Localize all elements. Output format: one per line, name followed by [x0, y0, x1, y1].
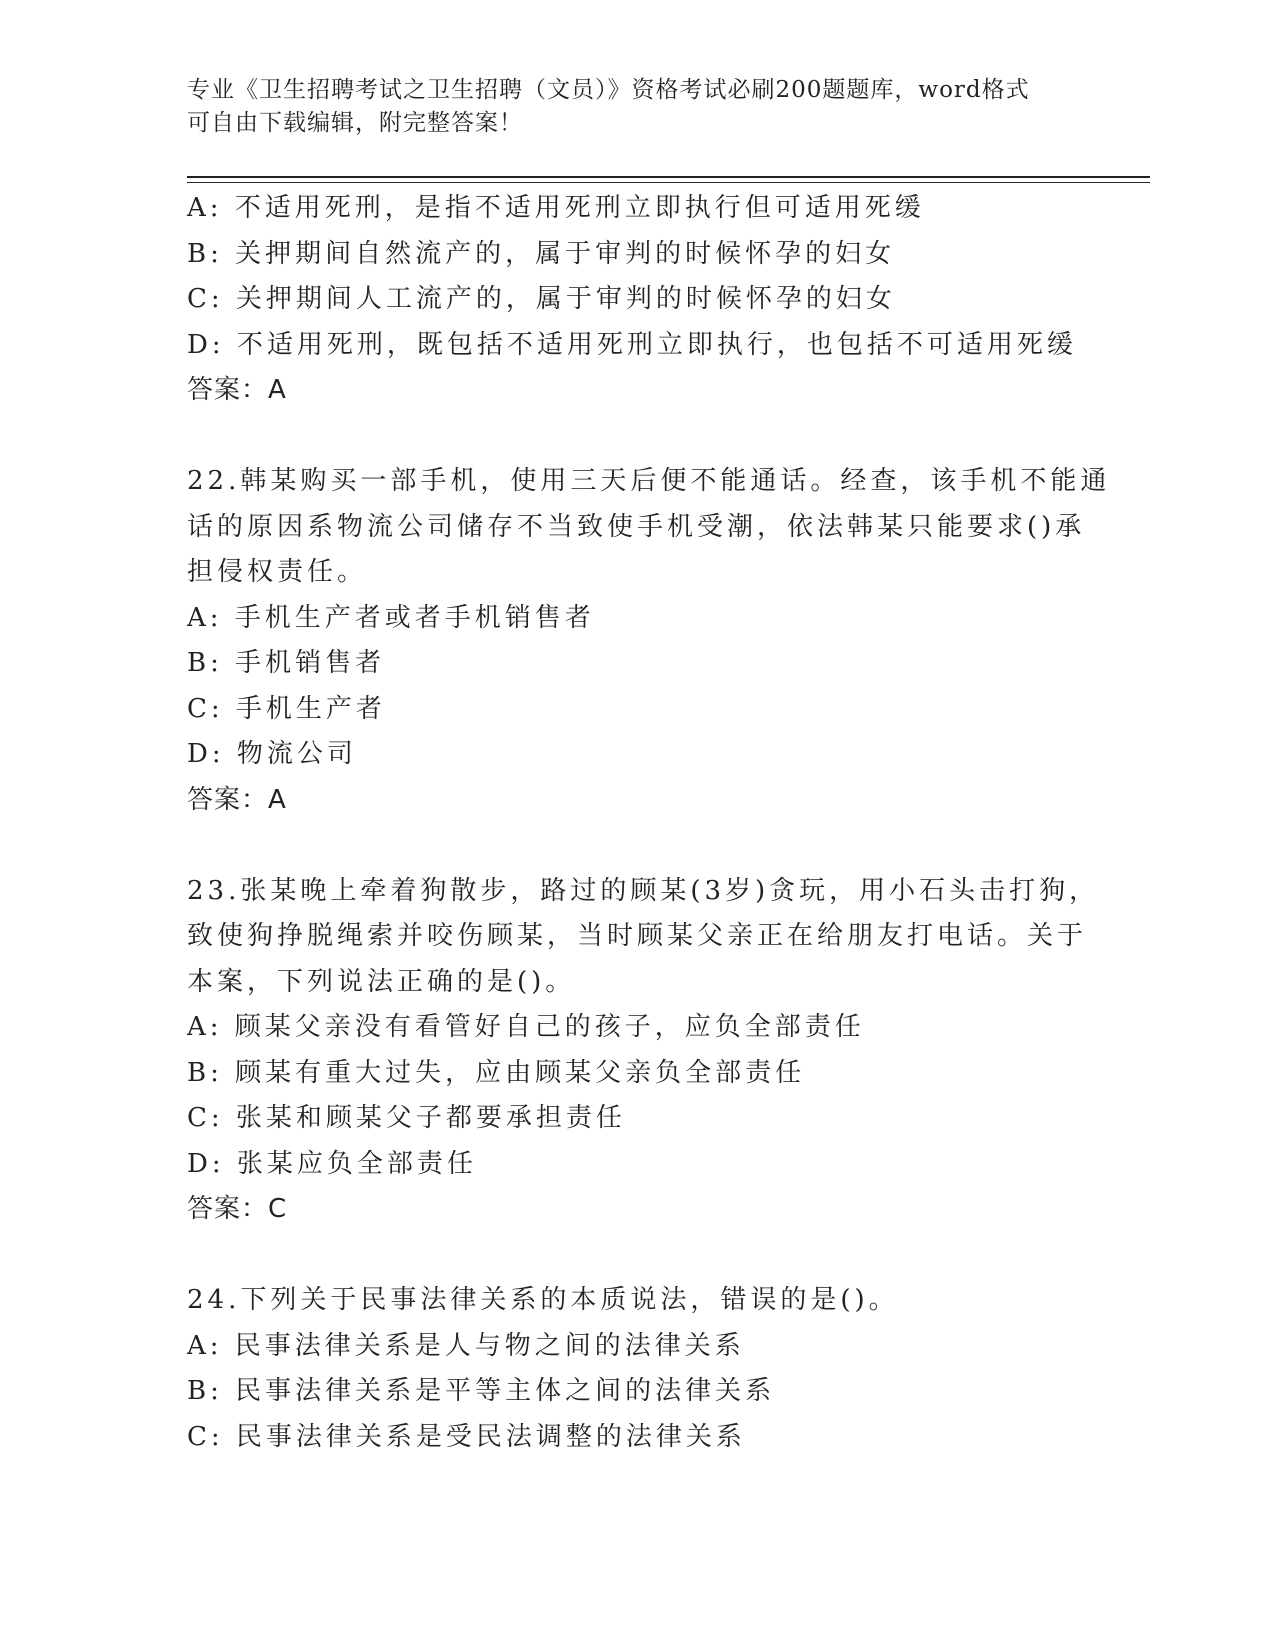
header-title-line-1: 专业《卫生招聘考试之卫生招聘（文员）》资格考试必刷200题题库，word格式: [187, 77, 1030, 103]
question-21: [187, 186, 1087, 414]
question-23: [187, 869, 1100, 1233]
question-24: [187, 1278, 1087, 1460]
header-divider-thick: [187, 176, 1150, 178]
option-b: B: 关押期间自然流产的，属于审判的时候怀孕的妇女: [187, 238, 896, 269]
document-header: [187, 74, 1087, 140]
option-a: A: 民事法律关系是人与物之间的法律关系: [187, 1330, 745, 1361]
option-d: D: 不适用死刑，既包括不适用死刑立即执行，也包括不可适用死缓: [187, 329, 1077, 360]
answer-line: 答案：A: [187, 375, 287, 405]
option-a: A: 手机生产者或者手机销售者: [187, 602, 595, 633]
question-stem-line: 致使狗挣脱绳索并咬伤顾某，当时顾某父亲正在给朋友打电话。关于: [187, 921, 1088, 951]
option-a: A: 不适用死刑，是指不适用死刑立即执行但可适用死缓: [187, 193, 925, 223]
question-stem-line: 本案，下列说法正确的是()。: [187, 966, 576, 997]
answer-line: 答案：C: [187, 1194, 288, 1224]
question-22: [187, 459, 1111, 823]
question-stem-line: 24.下列关于民事法律关系的本质说法，错误的是()。: [187, 1285, 899, 1315]
option-c: C: 关押期间人工流产的，属于审判的时候怀孕的妇女: [187, 284, 896, 314]
question-stem-line: 担侵权责任。: [187, 557, 368, 587]
header-title-line-2: 可自由下载编辑，附完整答案！: [187, 110, 523, 136]
question-spacer: [187, 414, 1087, 460]
option-b: B: 手机销售者: [187, 648, 386, 678]
option-d: D: 张某应负全部责任: [187, 1148, 477, 1179]
question-stem-line: 23.张某晚上牵着狗散步，路过的顾某(3岁)贪玩，用小石头击打狗，: [187, 875, 1100, 906]
question-spacer: [187, 1233, 1087, 1279]
question-stem-line: 话的原因系物流公司储存不当致使手机受潮，依法韩某只能要求()承: [187, 511, 1086, 542]
option-b: B: 民事法律关系是平等主体之间的法律关系: [187, 1376, 776, 1406]
option-c: C: 手机生产者: [187, 693, 386, 724]
question-stem-line: 22.韩某购买一部手机，使用三天后便不能通话。经查，该手机不能通: [187, 466, 1111, 496]
question-spacer: [187, 823, 1087, 869]
option-c: C: 民事法律关系是受民法调整的法律关系: [187, 1421, 746, 1452]
option-c: C: 张某和顾某父子都要承担责任: [187, 1103, 626, 1133]
option-a: A: 顾某父亲没有看管好自己的孩子，应负全部责任: [187, 1012, 865, 1042]
question-content: [187, 186, 1111, 1460]
option-b: B: 顾某有重大过失，应由顾某父亲负全部责任: [187, 1057, 806, 1088]
answer-line: 答案：A: [187, 784, 287, 815]
header-divider-thin: [187, 182, 1150, 183]
option-d: D: 物流公司: [187, 739, 357, 769]
